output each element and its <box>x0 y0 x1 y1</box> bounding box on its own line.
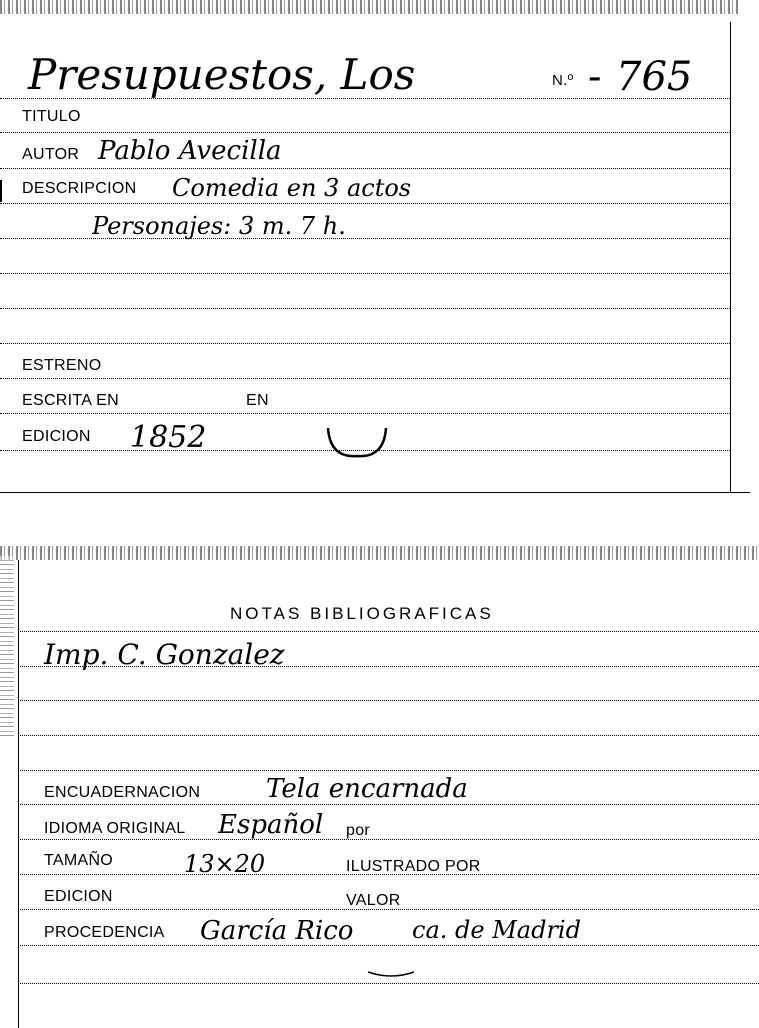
encuadernacion-value: Tela encarnada <box>266 774 468 804</box>
edicion-label: EDICION <box>22 428 91 445</box>
escrita-en-label: ESCRITA EN <box>22 392 119 409</box>
rule-line <box>0 308 730 309</box>
notas-heading: NOTAS BIBLIOGRAFICAS <box>230 604 494 623</box>
rule-line <box>18 735 759 736</box>
estreno-label: ESTRENO <box>22 357 102 374</box>
autor-value: Pablo Avecilla <box>98 136 282 166</box>
rule-line <box>0 203 730 204</box>
rule-line <box>18 700 759 701</box>
rule-line <box>0 413 730 414</box>
autor-label: AUTOR <box>22 146 80 163</box>
por-label: por <box>346 822 371 839</box>
catalog-card-front <box>0 10 740 493</box>
number-label: N.º <box>552 72 574 89</box>
rule-line <box>0 168 730 169</box>
number-value: 765 <box>616 54 693 100</box>
procedencia-label: PROCEDENCIA <box>44 924 165 941</box>
scan-noise-top <box>0 0 740 14</box>
idioma-value: Español <box>218 810 324 840</box>
rule-line <box>0 343 730 344</box>
personajes-value: Personajes: 3 m. 7 h. <box>92 212 346 240</box>
punch-hole-mark <box>322 420 392 460</box>
card-bottom-edge <box>0 492 750 493</box>
rule-line <box>0 132 730 133</box>
idioma-label: IDIOMA ORIGINAL <box>44 820 186 837</box>
encuadernacion-label: ENCUADERNACION <box>44 784 201 801</box>
punch-hole-mark <box>366 966 416 980</box>
tamano-value: 13×20 <box>184 850 266 878</box>
rule-line <box>0 378 730 379</box>
card-left-mark <box>0 180 2 202</box>
ilustrado-label: ILUSTRADO POR <box>346 858 481 875</box>
notes-value: Imp. C. Gonzalez <box>44 638 285 671</box>
rule-line <box>18 945 759 946</box>
titulo-label: TITULO <box>22 108 81 125</box>
edicion-label: EDICION <box>44 888 113 905</box>
rule-line <box>0 273 730 274</box>
catalog-card-back <box>0 546 759 1028</box>
scan-noise-top <box>0 546 759 560</box>
rule-line <box>18 770 759 771</box>
descripcion-label: DESCRIPCION <box>22 180 137 197</box>
procedencia-value: García Rico <box>200 916 354 946</box>
rule-line <box>18 631 759 632</box>
edicion-value: 1852 <box>130 420 207 455</box>
title-value: Presupuestos, Los <box>28 50 416 99</box>
valor-label: VALOR <box>346 892 401 909</box>
card-right-edge <box>730 22 731 492</box>
number-mark: - <box>588 54 602 100</box>
scan-noise-left <box>0 556 14 736</box>
descripcion-value: Comedia en 3 actos <box>172 174 412 202</box>
rule-line <box>18 983 759 984</box>
rule-line <box>18 839 759 840</box>
procedencia-value-2: ca. de Madrid <box>412 916 581 944</box>
en-label: EN <box>246 392 269 409</box>
rule-line <box>18 804 759 805</box>
tamano-label: TAMAÑO <box>44 852 114 869</box>
